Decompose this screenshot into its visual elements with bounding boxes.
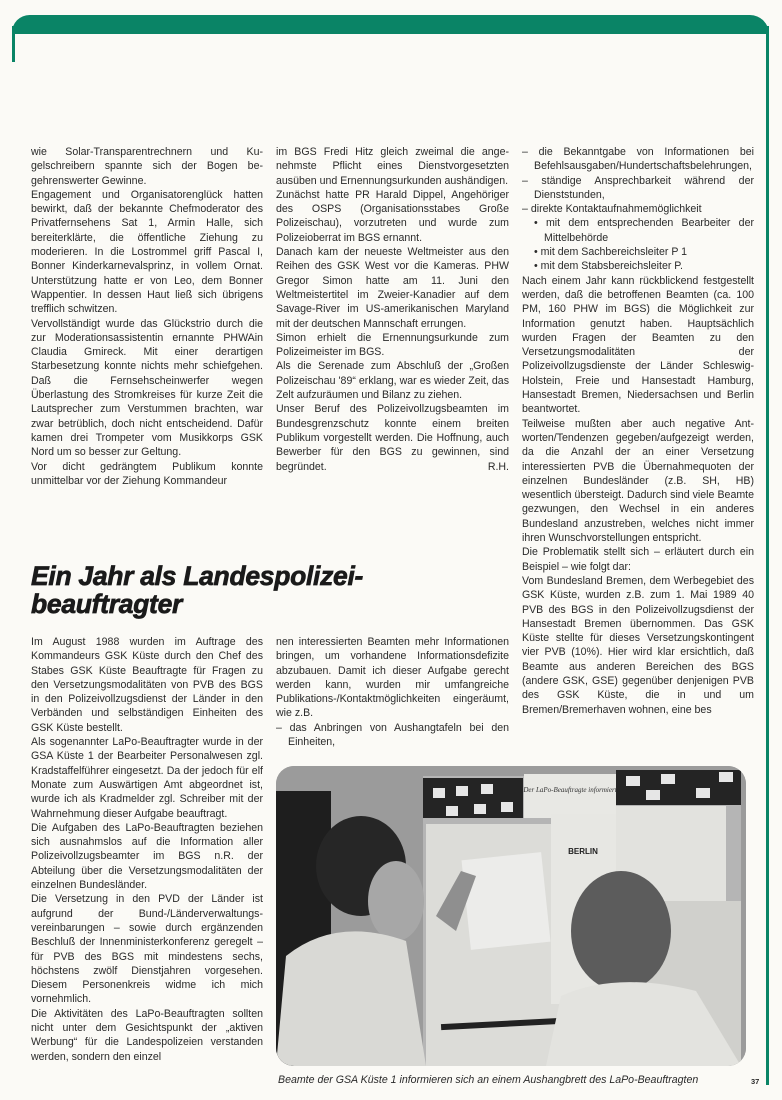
poster-berlin-text: BERLIN	[568, 847, 598, 856]
paragraph-last	[276, 402, 509, 473]
page-frame-right-rule	[766, 26, 769, 1085]
article-column-1	[31, 635, 263, 1064]
paragraph: Simon erhielt die Ernennungsurkunde zum Polizeimeister im BGS.	[276, 331, 509, 359]
paragraph: Nach einem Jahr kann rückblickend festgestellt werden, daß die betroffenen Beamten (ca. 100 PM, 160 PHW im BGS) die Möglichkeit zur Information genutzt haben. Hauptsächlich wurden Fragen der Beamten zu den Versetzungsmodalitäten der Polizeivollzugsdienste der Länder Schleswig-Holstein, Freie und Hansestadt Hamburg, Hansestadt Bremen, Niedersachsen und Berlin beantwortet.	[522, 274, 754, 416]
paragraph: Vervollständigt wurde das Glückstrio durch die zur Moderationsassistentin ernannte PHWAin Claudia Gmireck. Mit einer derartigen Starbesetzung konnte nichts mehr schiefgehen. Daß die Fernsehscheinwerfer wegen Überlastung des Stromkreises für kurze Zeit die Lautsprecher zum Verstummen brachten, war zwar betrüblich, doch nicht entscheidend. Dafür kamen drei Trompeter vom Musikkorps GSK Nord um so besser zur Geltung.	[31, 317, 263, 459]
paragraph: Vor dicht gedrängtem Publikum konnte unmittelbar vor der Ziehung Kommandeur	[31, 460, 263, 487]
person-right-hair	[571, 871, 671, 991]
paragraph: Die Versetzung in den PVD der Länder ist aufgrund der Bund-/Länderverwaltungsvereinbarungen – sowie durch ergänzenden Beschluß der Innenministerkonferenz geregelt – für PVB des BGS mit mindestens sechs, höchstens zwölf Dienstjahren vorgesehen. Diesem Personenkreis widme ich mich vornehmlich.	[31, 893, 263, 1006]
paragraph: Die Aktivitäten des LaPo-Beauftragten sollten nicht unter dem Gesichtspunkt der „aktiven Werbung“ für die Landespolizeien verstanden werden, sondern den einzel	[31, 1007, 263, 1063]
headline-line: beauftragter	[31, 589, 183, 619]
paragraph: Teilweise mußten aber auch negative Antworten/Tendenzen gegeben/aufgezeigt werden, da die Anzahl der an einer Versetzung interessierten PVB die Übernahmequoten der einzelnen Bundesländer (z.B. SH, HB) wesentlich übersteigt. Dadurch sind viele Beamte gezwungen, den Wechsel in ein anderes Bundesland anzustreben, welches nicht immer ihren Wunschvorstellungen entspricht.	[522, 417, 754, 545]
page-number: 37	[751, 1077, 760, 1086]
paragraph: wie Solar-Transparentrechnern und Kugelschreibern spannte sich der Bogen begehrenswerter Gewinne.	[31, 146, 263, 187]
author-signature: R.H.	[487, 460, 509, 473]
paragraph: Als sogenannter LaPo-Beauftragter wurde in der GSA Küste 1 der Bearbeiter Personalwesen zgl. Kradstaffelführer eingesetzt. Da der jedoch für elf Monate zum Auswärtigen Amt abgeordnet ist, wurde ich als Kradmelder zgl. Schreiber mit der Wahrnehmung dieser Aufgabe beauftragt.	[31, 736, 263, 820]
board-title-card	[524, 774, 616, 818]
photo-illustration	[276, 766, 746, 1066]
paragraph: im BGS Fredi Hitz gleich zweimal die angenehmste Pflicht eines Dienstvorgesetzten ausüben und Ernennungsurkunden aushändigen.	[276, 146, 509, 187]
article-column-3	[522, 145, 754, 717]
board-title-text: Der LaPo-Beauftragte informiert	[523, 786, 617, 794]
page-frame-left-rule	[12, 26, 15, 62]
paper-sheet	[462, 852, 551, 950]
paragraph: Im August 1988 wurden im Auftrage des Kommandeurs GSK Küste durch den Chef des Stabes GSK Küste Beauftragte für Fragen zu den Versetzungsmodalitäten von PVB des BGS in den Polizeivollzugsdienst der Länder in den Verbänden und selbständigen Einheiten des GSK Küste bestellt.	[31, 636, 263, 734]
person-left-face	[368, 861, 424, 941]
paragraph: Danach kam der neueste Weltmeister aus den Reihen des GSK West vor die Kameras. PHW Gregor Simon hatte am 11. Juni den Weltmeistertitel im Zweier-Kanadier auf dem Savage-River im US-amerikanischen Maryland mit der deutschen Mannschaft errungen.	[276, 246, 509, 330]
paragraph-text: Unser Beruf des Polizeivollzugsbeamten im Bundesgrenzschutz konnte einem breiten Publikum vorgestellt werden. Die Hoffnung, auch Bewerber für den BGS zu gewinnen, sind begründet.	[276, 403, 509, 473]
paragraph: Die Aufgaben des LaPo-Beauftragten beziehen sich ausnahmslos auf die Information aller Polizeivollzugsbeamter im BGS n.R. der Abteilung über die Versetzungsmodalitäten der einzelnen Bundesländer.	[31, 821, 263, 892]
dash-list-item: – das Anbringen von Aushangtafeln bei den Einheiten,	[276, 721, 509, 749]
photo-caption: Beamte der GSA Küste 1 informieren sich an einem Aushangbrett des LaPo-Beauftragten	[278, 1074, 699, 1086]
article-headline	[31, 562, 451, 618]
paragraph: Die Problematik stellt sich – erläutert durch ein Beispiel – wie folgt dar:	[522, 546, 754, 573]
bullet-list-item: • mit dem Stabsbereichsleiter P.	[534, 260, 683, 273]
paragraph: nen interessierten Beamten mehr Informationen bringen, um vorhandene Informationsdefizite abzubauen. Damit ich dieser Aufgabe gerecht werden kann, wurden mir umfangreiche Publikations-/Kontaktmöglichkeiten eingeräumt, wie z.B.	[276, 636, 509, 720]
article-photo	[276, 766, 746, 1066]
page-frame-top-band	[12, 15, 769, 34]
bullet-list-item: • mit dem entsprechenden Bearbeiter der Mittelbehörde	[534, 217, 754, 244]
dash-list-item: – direkte Kontaktaufnahmemöglichkeit	[522, 203, 702, 216]
bullet-list-item: • mit dem Sachbereichsleiter P 1	[534, 246, 688, 259]
prev-article-column-2	[276, 145, 509, 474]
prev-article-column-1	[31, 145, 263, 488]
dash-list-item: – die Bekanntgabe von Informationen bei Befehlsausgaben/Hundertschaftsbelehrungen,	[522, 146, 754, 173]
paragraph: Als die Serenade zum Abschluß der „Großen Polizeischau '89“ erklang, war es wieder Zeit, das Zelt aufzuräumen und Bilanz zu ziehen.	[276, 360, 509, 402]
headline-line: Ein Jahr als Landespolizei-	[31, 561, 364, 591]
paragraph: Vom Bundesland Bremen, dem Werbegebiet des GSK Küste, wurden z.B. zum 1. Mai 1989 40 PVB des BGS in den Polizeivollzugsdienst der Hansestadt Bremen übernommen. Das GSK Küste stellte für dieses Versetzungskontingent vier PVB (10%). Hier wird klar ersichtlich, daß Beamte aus anderen Bereichen des BGS (andere GSK, GSE) gegenüber denjenigen PVB des GSK Küste, die in und um Bremen/Bremerhaven wohnen, eine bes	[522, 574, 754, 716]
paragraph: Zunächst hatte PR Harald Dippel, Angehöriger des OSPS (Organisationsstabes Große Polizeischau), vorzutreten und wurde zum Polizeioberrat im BGS ernannt.	[276, 188, 509, 244]
article-column-2	[276, 635, 509, 749]
paragraph: Engagement und Organisatorenglück hatten bewirkt, daß der bekannte Chefmoderator des Privatfernsehens Sat 1, Armin Halle, sich bereiterklärte, die öffentliche Ziehung zu moderieren. In die Lostrommel griff Pascal I, Bonner Kinderkarnevalsprinz, in vollem Ornat. Unterstützung hatte er von Leo, dem Bonner Wappentier. In dessen Haut ließ sich übrigens trefflich schwitzen.	[31, 188, 263, 316]
person-left-shirt	[276, 931, 426, 1066]
page-frame-inner	[14, 34, 766, 64]
dash-list-item: – ständige Ansprechbarkeit während der Dienststunden,	[522, 174, 754, 201]
